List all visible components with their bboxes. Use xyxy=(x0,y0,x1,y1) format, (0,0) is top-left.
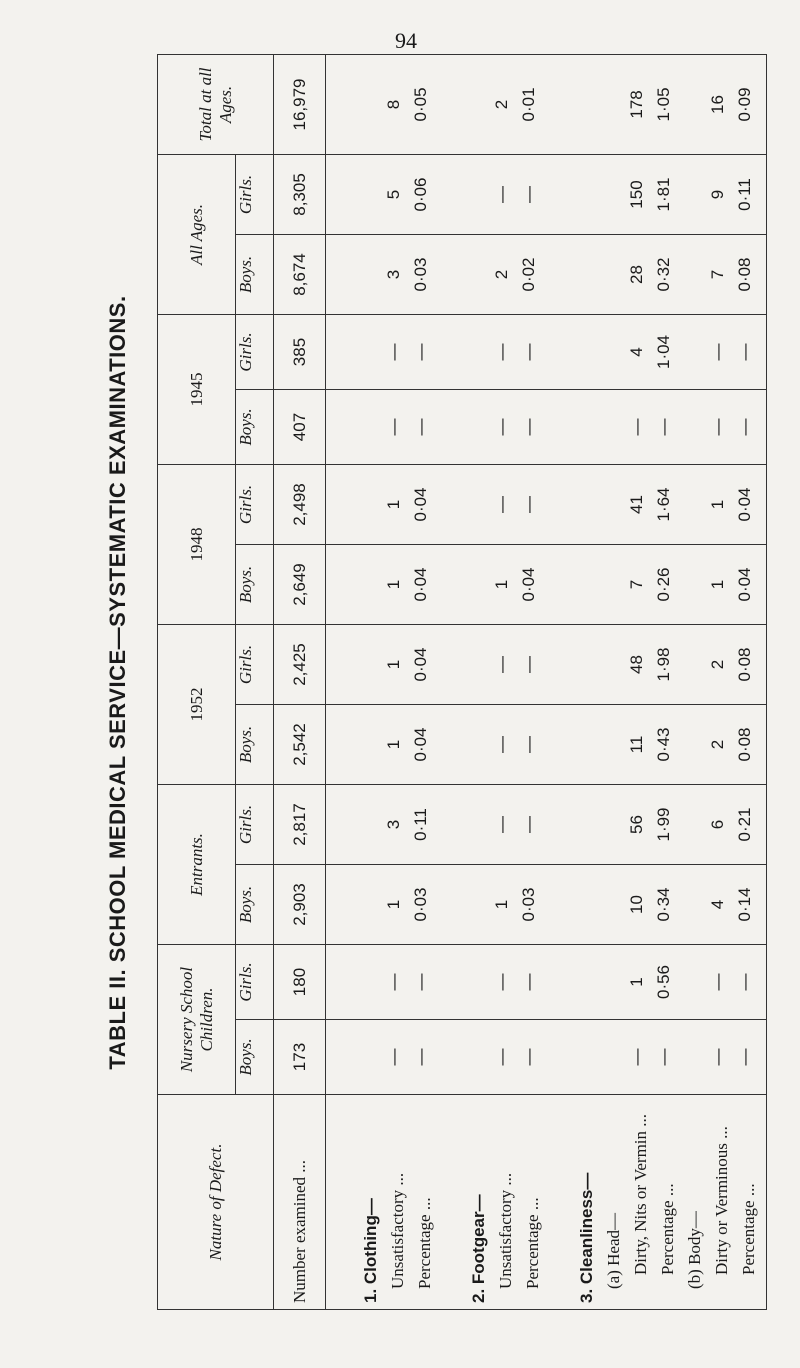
group-header: Entrants. xyxy=(158,785,236,945)
value: — xyxy=(519,973,538,991)
footgear-label: Unsatisfactory ... xyxy=(496,1172,515,1289)
defect-values-cell xyxy=(326,54,767,154)
value: — xyxy=(492,736,511,753)
defect-values-cell xyxy=(326,154,767,234)
defect-values-cell xyxy=(326,390,767,465)
body-pct-label: Percentage ... xyxy=(739,1183,758,1275)
defect-values-cell xyxy=(326,945,767,1020)
value: 1·64 xyxy=(654,487,673,522)
value: — xyxy=(384,1048,403,1066)
value: 2 xyxy=(492,269,511,280)
value: 0·03 xyxy=(411,257,430,292)
value: — xyxy=(492,186,511,203)
group-header: 1948 xyxy=(158,465,236,625)
value: — xyxy=(519,418,538,436)
value: 150 xyxy=(627,180,646,209)
group-header: 1952 xyxy=(158,625,236,785)
boys-header: Boys. xyxy=(236,235,274,315)
girls-header: Girls. xyxy=(236,625,274,705)
value: 0·43 xyxy=(654,727,673,762)
total-header: Total at all Ages. xyxy=(158,54,274,154)
value: 0·34 xyxy=(654,887,673,922)
group-header: Nursery School Children. xyxy=(158,945,236,1095)
girls-header: Girls. xyxy=(236,315,274,390)
value: 5 xyxy=(384,189,403,200)
value: 0·14 xyxy=(735,887,754,922)
value: 0·04 xyxy=(411,647,430,682)
defect-values-cell xyxy=(326,785,767,865)
value: 1·98 xyxy=(654,647,673,682)
value: 0·04 xyxy=(735,567,754,602)
value: 2 xyxy=(492,99,511,110)
value: — xyxy=(708,418,727,436)
value: 0·04 xyxy=(411,727,430,762)
defect-values-cell xyxy=(326,545,767,625)
value: 2 xyxy=(708,659,727,670)
value: — xyxy=(627,1048,646,1066)
value: 0·04 xyxy=(411,567,430,602)
group-header: All Ages. xyxy=(158,154,236,314)
examined-cell: 8,305 xyxy=(274,154,326,234)
examined-cell: 16,979 xyxy=(274,54,326,154)
value: 1 xyxy=(708,579,727,590)
girls-header: Girls. xyxy=(236,785,274,865)
value: — xyxy=(708,973,727,991)
defect-values-cell xyxy=(326,1020,767,1095)
value: 0·05 xyxy=(411,87,430,122)
value: 56 xyxy=(627,815,646,834)
value: 1 xyxy=(492,899,511,910)
boys-header: Boys. xyxy=(236,545,274,625)
value: 1·04 xyxy=(654,334,673,370)
group-header: 1945 xyxy=(158,315,236,465)
value: 3 xyxy=(384,819,403,830)
value: 178 xyxy=(627,90,646,119)
value: 1 xyxy=(384,899,403,910)
value: 7 xyxy=(627,579,646,590)
footgear-title: 2. Footgear— xyxy=(469,1194,488,1303)
body-label: Dirty or Verminous ... xyxy=(712,1126,731,1275)
examined-cell: 8,674 xyxy=(274,235,326,315)
value: — xyxy=(519,1048,538,1066)
value: 0·03 xyxy=(519,887,538,922)
value: — xyxy=(735,973,754,991)
value: 1·81 xyxy=(654,177,673,212)
value: — xyxy=(411,343,430,361)
value: — xyxy=(519,186,538,203)
cleanliness-title: 3. Cleanliness— xyxy=(577,1172,596,1303)
value: 0·26 xyxy=(654,567,673,602)
value: — xyxy=(735,418,754,436)
examined-cell: 2,649 xyxy=(274,545,326,625)
value: — xyxy=(519,736,538,753)
value: 11 xyxy=(627,735,646,754)
value: 0·56 xyxy=(654,964,673,1000)
value: 3 xyxy=(384,269,403,280)
examined-cell: 2,542 xyxy=(274,705,326,785)
value: 1 xyxy=(627,977,646,987)
clothing-label: Unsatisfactory ... xyxy=(388,1172,407,1289)
value: — xyxy=(411,1048,430,1066)
value: 8 xyxy=(384,99,403,110)
examined-cell: 2,425 xyxy=(274,625,326,705)
value: 4 xyxy=(627,347,646,357)
value: 0·08 xyxy=(735,257,754,292)
examined-label: Number examined ... xyxy=(274,1095,326,1310)
value: 7 xyxy=(708,269,727,280)
value: 0·08 xyxy=(735,647,754,682)
girls-header: Girls. xyxy=(236,154,274,234)
examined-cell: 2,498 xyxy=(274,465,326,545)
value: 28 xyxy=(627,265,646,284)
value: 1 xyxy=(384,499,403,510)
value: 0·21 xyxy=(735,807,754,842)
examined-cell: 2,817 xyxy=(274,785,326,865)
examinations-table xyxy=(157,54,767,1310)
footgear-pct-label: Percentage ... xyxy=(523,1197,542,1289)
value: 1 xyxy=(708,499,727,510)
value: — xyxy=(708,343,727,361)
value: 1 xyxy=(492,579,511,590)
examined-cell: 2,903 xyxy=(274,865,326,945)
value: — xyxy=(492,816,511,833)
value: — xyxy=(492,656,511,673)
clothing-pct-label: Percentage ... xyxy=(415,1197,434,1289)
value: — xyxy=(492,343,511,361)
value: — xyxy=(519,816,538,833)
value: 0·11 xyxy=(411,808,430,841)
value: — xyxy=(735,1048,754,1066)
value: 0·02 xyxy=(519,257,538,292)
value: — xyxy=(384,418,403,436)
examined-row xyxy=(274,54,326,1309)
defect-labels xyxy=(326,1095,767,1310)
value: 0·06 xyxy=(411,177,430,212)
boys-header: Boys. xyxy=(236,390,274,465)
boys-header: Boys. xyxy=(236,1020,274,1095)
value: 0·03 xyxy=(411,887,430,922)
examined-cell: 407 xyxy=(274,390,326,465)
value: 1 xyxy=(384,579,403,590)
value: 41 xyxy=(627,495,646,514)
defect-header: Nature of Defect. xyxy=(158,1095,274,1310)
value: — xyxy=(519,496,538,513)
defect-values-cell xyxy=(326,865,767,945)
value: — xyxy=(384,343,403,361)
boys-header: Boys. xyxy=(236,865,274,945)
value: 0·01 xyxy=(519,87,538,122)
value: 4 xyxy=(708,899,727,910)
page-number: 94 xyxy=(395,28,417,53)
value: — xyxy=(654,1048,673,1066)
value: 0·04 xyxy=(735,487,754,522)
defect-values-cell xyxy=(326,235,767,315)
value: — xyxy=(708,1048,727,1066)
value: 2 xyxy=(708,739,727,750)
value: 1·05 xyxy=(654,87,673,122)
value: — xyxy=(519,656,538,673)
value: — xyxy=(411,418,430,436)
value: 48 xyxy=(627,655,646,674)
value: — xyxy=(384,973,403,991)
boys-header: Boys. xyxy=(236,705,274,785)
examined-cell: 180 xyxy=(274,945,326,1020)
girls-header: Girls. xyxy=(236,945,274,1020)
value: — xyxy=(411,973,430,991)
value: 0·11 xyxy=(735,178,754,211)
value: 0·09 xyxy=(735,87,754,122)
value: — xyxy=(492,1048,511,1066)
rotated-table-page xyxy=(95,55,758,1310)
examined-cell: 173 xyxy=(274,1020,326,1095)
value: 1 xyxy=(384,739,403,750)
value: 10 xyxy=(627,895,646,914)
value: 0·04 xyxy=(519,567,538,602)
defect-values-cell xyxy=(326,315,767,390)
value: — xyxy=(627,418,646,436)
value: — xyxy=(492,496,511,513)
value: — xyxy=(492,418,511,436)
table-title: TABLE II. SCHOOL MEDICAL SERVICE—SYSTEMATIC EXAMINATIONS. xyxy=(105,295,130,1070)
head-pct-label: Percentage ... xyxy=(658,1183,677,1275)
value: 9 xyxy=(708,189,727,200)
body-title: (b) Body— xyxy=(685,1211,704,1289)
value: 0·32 xyxy=(654,257,673,292)
defect-values-cell xyxy=(326,705,767,785)
group-header-row xyxy=(158,54,236,1309)
value: — xyxy=(735,343,754,361)
value: — xyxy=(654,418,673,436)
value: 6 xyxy=(708,819,727,830)
value: 16 xyxy=(708,95,727,114)
value: 0·04 xyxy=(411,487,430,522)
value: 1·99 xyxy=(654,807,673,842)
defect-values-cell xyxy=(326,465,767,545)
value: 1 xyxy=(384,659,403,670)
head-title: (a) Head— xyxy=(604,1213,623,1289)
defects-row xyxy=(326,54,767,1309)
examined-cell: 385 xyxy=(274,315,326,390)
value: 0·08 xyxy=(735,727,754,762)
clothing-title: 1. Clothing— xyxy=(361,1198,380,1303)
value: — xyxy=(519,343,538,361)
defect-values-cell xyxy=(326,625,767,705)
value: — xyxy=(492,973,511,991)
girls-header: Girls. xyxy=(236,465,274,545)
head-label: Dirty, Nits or Vermin ... xyxy=(631,1113,650,1275)
